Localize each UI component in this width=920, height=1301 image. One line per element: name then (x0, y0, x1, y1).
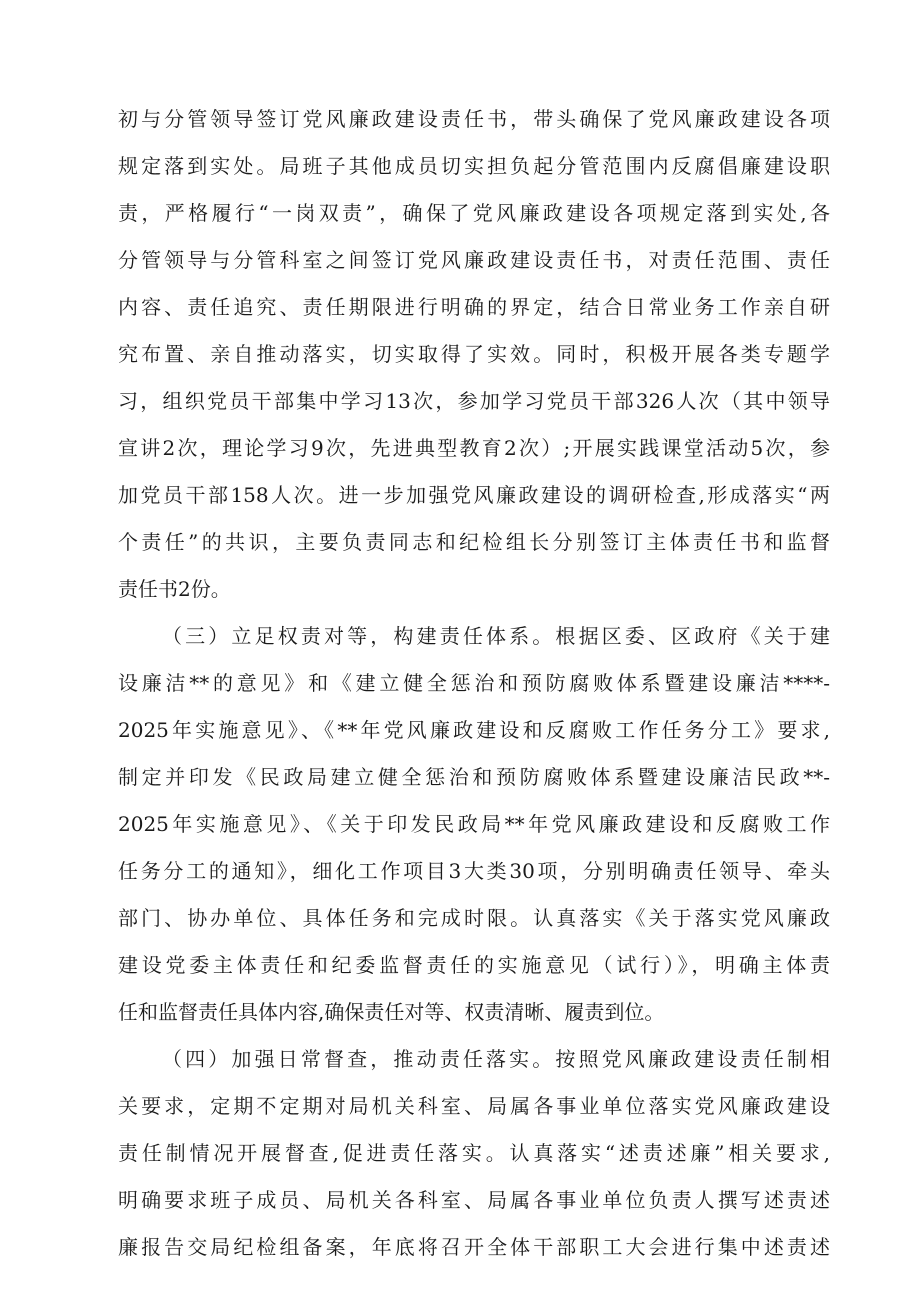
text-line: 分管领导与分管科室之间签订党风廉政建设责任书，对责任范围、责任 (118, 248, 830, 272)
text-line: 明确要求班子成员、局机关各科室、局属各事业单位负责人撰写述责述 (118, 1188, 830, 1212)
text-line: 廉报告交局纪检组备案，年底将召开全体干部职工大会进行集中述责述 (118, 1235, 830, 1259)
text-line: 制定并印发《民政局建立健全惩治和预防腐败体系暨建设廉洁民政**- (118, 765, 830, 789)
text-line: 关要求，定期不定期对局机关科室、局属各事业单位落实党风廉政建设 (118, 1094, 830, 1118)
paragraph-heading-line: （三）立足权责对等，构建责任体系。根据区委、区政府《关于建 (162, 624, 830, 648)
text-line: 任和监督责任具体内容,确保责任对等、权责清晰、履责到位。 (118, 1000, 665, 1024)
text-line: 责任制情况开展督查,促进责任落实。认真落实“述责述廉”相关要求, (118, 1141, 830, 1165)
text-line: 加党员干部158人次。进一步加强党风廉政建设的调研检查,形成落实“两 (118, 483, 830, 507)
text-line: 部门、协办单位、具体任务和完成时限。认真落实《关于落实党风廉政 (118, 906, 830, 930)
text-line: 任务分工的通知》，细化工作项目3大类30项，分别明确责任领导、牵头 (118, 859, 830, 883)
text-line: 规定落到实处。局班子其他成员切实担负起分管范围内反腐倡廉建设职 (118, 154, 830, 178)
text-line: 责，严格履行“一岗双责”，确保了党风廉政建设各项规定落到实处,各 (118, 201, 830, 225)
text-line: 习，组织党员干部集中学习13次，参加学习党员干部326人次（其中领导 (118, 389, 830, 413)
paragraph-heading-line: （四）加强日常督查，推动责任落实。按照党风廉政建设责任制相 (162, 1047, 830, 1071)
text-line: 2025年实施意见》、《**年党风廉政建设和反腐败工作任务分工》要求, (118, 718, 830, 742)
text-line: 个责任”的共识，主要负责同志和纪检组长分别签订主体责任书和监督 (118, 530, 830, 554)
text-line: 建设党委主体责任和纪委监督责任的实施意见（试行）》，明确主体责 (118, 953, 830, 977)
text-line: 内容、责任追究、责任期限进行明确的界定，结合日常业务工作亲自研 (118, 295, 830, 319)
text-line: 责任书2份。 (118, 577, 231, 601)
text-line: 2025年实施意见》、《关于印发民政局**年党风廉政建设和反腐败工作 (118, 812, 830, 836)
text-line: 设廉洁**的意见》和《建立健全惩治和预防腐败体系暨建设廉洁****- (118, 671, 830, 695)
text-line: 初与分管领导签订党风廉政建设责任书，带头确保了党风廉政建设各项 (118, 107, 830, 131)
text-line: 究布置、亲自推动落实，切实取得了实效。同时，积极开展各类专题学 (118, 342, 830, 366)
text-line: 宣讲2次，理论学习9次，先进典型教育2次）;开展实践课堂活动5次，参 (118, 436, 830, 460)
